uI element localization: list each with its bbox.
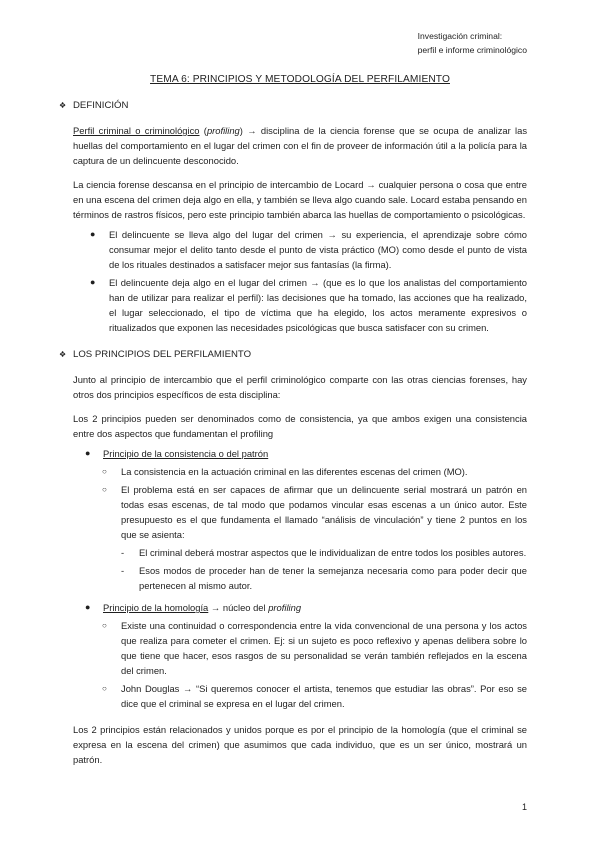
principle-term-english: profiling: [268, 602, 302, 613]
bullet-icon: ●: [85, 448, 91, 458]
principle-label: Principio de la homología: [103, 602, 209, 613]
document-body: [59, 98, 528, 776]
section-heading-text: DEFINICIÓN: [73, 100, 129, 111]
page-title: TEMA 6: PRINCIPIOS Y METODOLOGÍA DEL PERFILAMIENTO: [150, 74, 450, 85]
principle-label: Principio de la consistencia o del patrón: [103, 448, 269, 459]
dash-list-item: [73, 563, 527, 593]
dash-bullet-icon: -: [121, 547, 125, 558]
defined-term: Perfil criminal o criminológico: [73, 125, 200, 136]
definition-text: ) → disciplina de la ciencia forense que se ocupa de analizar las huellas del comportamiento en el lugar del crimen con el fin de proveer de información útil a la policía para la captura de un delincuente desconocido.: [73, 125, 528, 166]
list-item-text: El delincuente se lleva algo del lugar del crimen → su experiencia, el aprendizaje sobre cómo consumar mejor el delito tanto desde el punto de vista práctico (MO) como desde el punto de vista de los rituales destinados a satisfacer mejor sus fantasías (la firma).: [109, 229, 527, 270]
sub-list-item: [73, 482, 527, 542]
sub-list-item-text: El problema está en ser capaces de afirmar que un delincuente serial mostrará un patrón en todas esas escenas, de tal modo que podamos vincular esas escenas a un único autor. Este presupuesto es el que fundamenta el llamado “análisis de vinculación” y tiene 2 puntos en los que se asienta:: [121, 484, 527, 540]
running-header: [418, 30, 527, 57]
sub-list-item-text: La consistencia en la actuación criminal en las diferentes escenas del crimen (MO).: [121, 466, 468, 477]
circle-bullet-icon: ○: [102, 485, 107, 494]
locard-paragraph: La ciencia forense descansa en el principio de intercambio de Locard → cualquier persona o cosa que entre en una escena del crimen deja algo en ella, y también se lleva algo cuando sale. Locard estaba pensando en términos de rastros físicos, pero este principio también abarca las huellas de comportamiento o psicológicas.: [73, 179, 527, 220]
definition-paragraph: [73, 123, 527, 168]
bullet-icon: ●: [90, 277, 96, 287]
circle-bullet-icon: ○: [102, 621, 107, 630]
section-heading-text: LOS PRINCIPIOS DEL PERFILAMIENTO: [73, 349, 252, 360]
sub-list-item-text: John Douglas → “Si queremos conocer el artista, tenemos que estudiar las obras”. Por eso se dice que el criminal se expresa en el lugar del crimen.: [121, 683, 527, 709]
sub-list-item: [73, 464, 527, 479]
section-heading-principios: [59, 347, 527, 362]
list-item: [73, 227, 527, 272]
circle-bullet-icon: ○: [102, 467, 107, 476]
sub-list-item-text: Existe una continuidad o correspondencia entre la vida convencional de una persona y los actos que realiza para cometer el crimen. Ej: si un sujeto es poco reflexivo y apenas delibera sobre lo que tiene que hacer, esos rasgos de su personalidad se verán también reflejados en la escena del crimen.: [121, 620, 527, 676]
consistency-paragraph: Los 2 principios pueden ser denominados como de consistencia, ya que ambos exigen una consistencia entre dos aspectos que fundamentan el profiling: [73, 413, 527, 439]
section-heading-definicion: [59, 98, 527, 113]
paren-open: (: [199, 125, 207, 136]
header-line-2: perfil e informe criminológico: [417, 44, 527, 55]
sub-list-item: [73, 681, 527, 711]
principles-list: [73, 446, 527, 711]
dash-list-item-text: El criminal deberá mostrar aspectos que le individualizan de entre todos los posibles autores.: [139, 547, 527, 558]
defined-term-english: profiling: [206, 125, 240, 136]
principle-item-homologia: [73, 600, 527, 615]
dash-list-item: [73, 545, 527, 560]
bullet-icon: ●: [85, 602, 91, 612]
header-line-1: Investigación criminal:: [417, 31, 503, 41]
principle-arrow-text: → núcleo del: [208, 602, 269, 613]
dash-list-item-text: Esos modos de proceder han de tener la semejanza necesaria como para poder decir que pertenecen al mismo autor.: [139, 565, 527, 591]
bullet-list: [73, 227, 527, 335]
principles-intro-paragraph: Junto al principio de intercambio que el perfil criminológico comparte con las otras ciencias forenses, hay otros dos principios específicos de esta disciplina:: [73, 374, 527, 400]
principle-item-consistencia: [73, 446, 527, 461]
page-number: 1: [521, 802, 527, 812]
dash-bullet-icon: -: [121, 565, 125, 576]
diamond-bullet-icon: ❖: [59, 101, 67, 110]
list-item-text: El delincuente deja algo en el lugar del crimen → (que es lo que los analistas del comportamiento han de utilizar para realizar el perfil): las decisiones que ha tomado, las acciones que ha realizado, el lugar seleccionado, el tipo de víctima que ha elegido, los actos meramente expresivos o ritualizados que exponen las necesidades psicológicas que busca satisfacer con su crimen.: [109, 277, 527, 333]
bullet-icon: ●: [90, 229, 96, 239]
circle-bullet-icon: ○: [102, 684, 107, 693]
diamond-bullet-icon: ❖: [59, 350, 67, 359]
conclusion-paragraph: Los 2 principios están relacionados y unidos porque es por el principio de la homología (que el criminal se expresa en la escena del crimen) que asumimos que cada individuo, que es un ser único, mostrará un patrón.: [73, 724, 527, 765]
sub-list-item: [73, 618, 527, 678]
list-item: [73, 275, 527, 335]
